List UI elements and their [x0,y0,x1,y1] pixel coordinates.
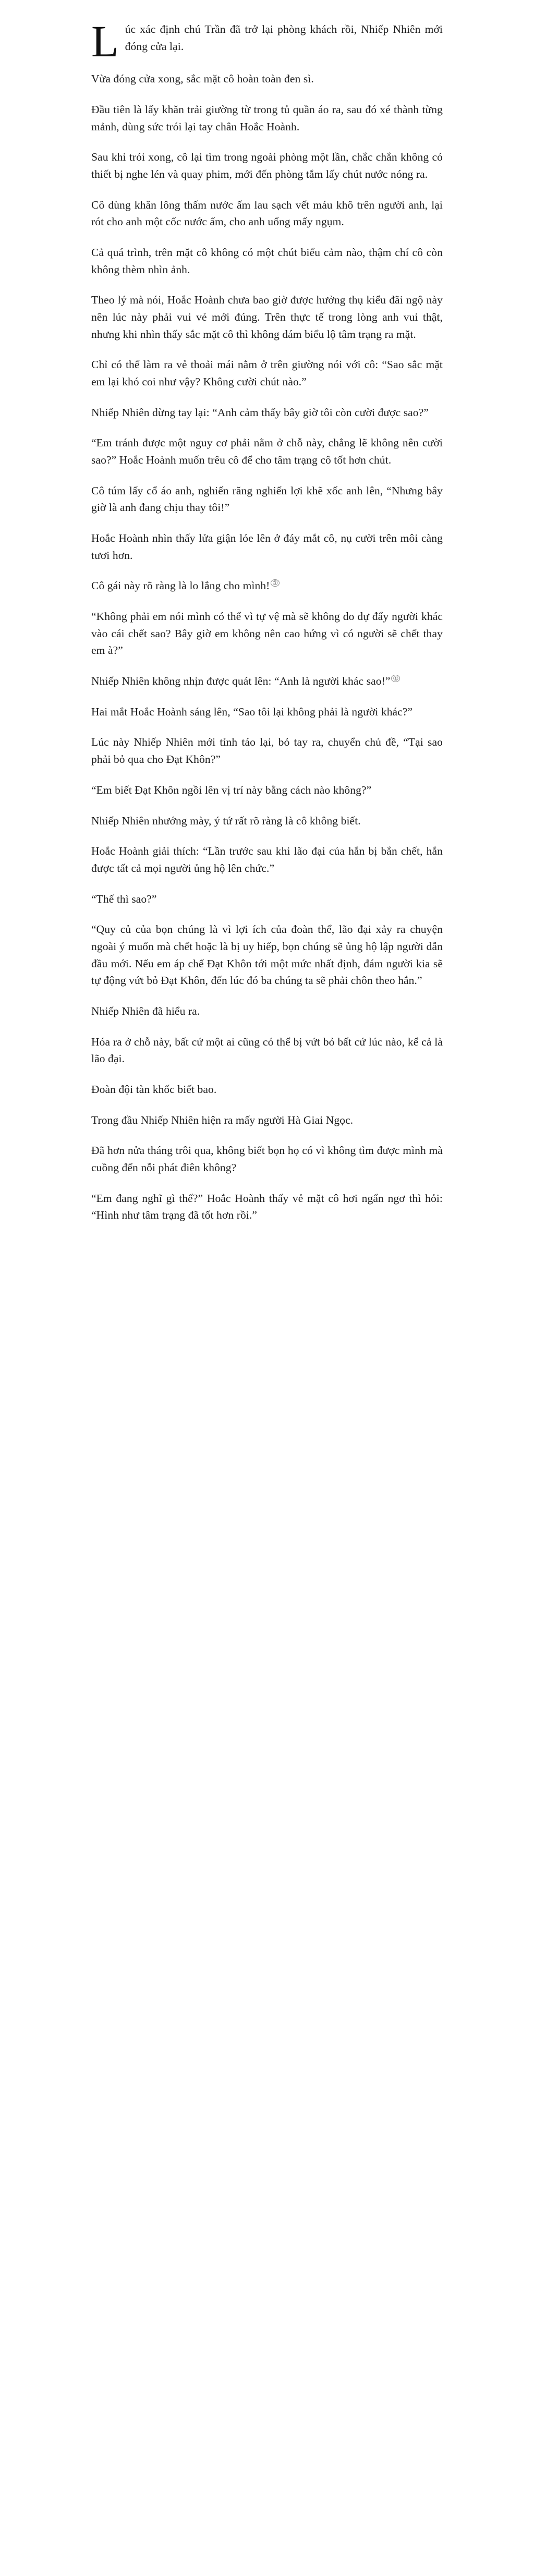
paragraph-text: Trong đầu Nhiếp Nhiên hiện ra mấy người Hà Giai Ngọc. [91,1113,354,1126]
paragraph [91,782,443,799]
paragraph-text: Sau khi trói xong, cô lại tìm trong ngoài phòng một lần, chắc chắn không có thiết bị nghe lén và quay phim, mới đến phòng tắm lấy chút nước nóng ra. [91,151,443,181]
paragraph [91,673,443,690]
paragraph [91,1003,443,1020]
paragraph-text: Theo lý mà nói, Hoắc Hoành chưa bao giờ được hưởng thụ kiểu đãi ngộ này nên lúc này phải vui vẻ mới đúng. Trên thực tế trong lòng anh vui thật, nhưng khi nhìn thấy sắc mặt cô thì không dám biểu lộ tâm trạng ra mặt. [91,294,443,341]
paragraph [91,530,443,564]
paragraph [91,197,443,230]
paragraph-text: Hoắc Hoành nhìn thấy lửa giận lóe lên ở đáy mắt cô, nụ cười trên môi càng tươi hơn. [91,532,443,562]
paragraph [91,149,443,183]
paragraph [91,891,443,908]
paragraph [91,1190,443,1224]
paragraph-text: Đã hơn nửa tháng trôi qua, không biết bọn họ có vì không tìm được mình mà cuồng đến nỗi phát điên không? [91,1144,443,1174]
paragraph [91,1112,443,1129]
paragraph [91,70,443,88]
paragraph-text: Nhiếp Nhiên nhướng mày, ý tứ rất rõ ràng là cô không biết. [91,814,361,827]
paragraph-text: Hóa ra ở chỗ này, bất cứ một ai cũng có thể bị vứt bỏ bất cứ lúc nào, kể cả là lão đại. [91,1035,443,1065]
paragraph-text: Lúc này Nhiếp Nhiên mới tỉnh táo lại, bỏ tay ra, chuyển chủ đề, “Tại sao phải bỏ qua cho Đạt Khôn?” [91,736,443,766]
paragraph-text: Nhiếp Nhiên dừng tay lại: “Anh cảm thấy bây giờ tôi còn cười được sao?” [91,406,429,419]
drop-cap: L [91,16,119,66]
paragraph [91,291,443,343]
paragraph-text: “Không phải em nói mình có thể vì tự vệ mà sẽ không do dự đẩy người khác vào cái chết sao? Bây giờ em không nên cao hứng vì có người sẽ chết thay em à?” [91,610,443,657]
paragraph [91,812,443,830]
paragraph [91,434,443,468]
paragraph [91,1081,443,1098]
paragraph [91,608,443,659]
paragraph-text: Hoắc Hoành giải thích: “Lần trước sau khi lão đại của hắn bị bắn chết, hắn được tất cả mọi người ủng hộ lên chức.” [91,845,443,874]
paragraph [91,921,443,989]
paragraph-text: Cô gái này rõ ràng là lo lắng cho mình! [91,579,270,592]
paragraph [91,16,443,66]
paragraph-text: Cô dùng khăn lông thấm nước ấm lau sạch vết máu khô trên người anh, lại rót cho anh một cốc nước ấm, cho anh uống mấy ngụm. [91,198,443,228]
paragraph-text: Vừa đóng cửa xong, sắc mặt cô hoàn toàn đen sì. [91,72,314,86]
paragraph-text: Đoàn đội tàn khốc biết bao. [91,1083,217,1096]
paragraph [91,101,443,135]
paragraph-text: Cả quá trình, trên mặt cô không có một chút biểu cảm nào, thậm chí cô còn không thèm nhìn ảnh. [91,246,443,276]
paragraph [91,703,443,721]
document-body [91,16,443,1224]
paragraph-text: Nhiếp Nhiên đã hiểu ra. [91,1004,200,1017]
paragraph-text: úc xác định chú Trần đã trở lại phòng khách rồi, Nhiếp Nhiên mới đóng cửa lại. [125,23,443,53]
paragraph-text: Hai mắt Hoắc Hoành sáng lên, “Sao tôi lại không phải là người khác?” [91,705,413,718]
paragraph-text: “Quy củ của bọn chúng là vì lợi ích của đoàn thể, lão đại xảy ra chuyện ngoài ý muốn mà chết hoặc là bị uy hiếp, bọn chúng sẽ ủng hộ lập người dẫn đầu mới. Nếu em áp chế Đạt Khôn tới một mức nhất định, đám người kia sẽ tự động vứt bỏ Đạt Khôn, đến lúc đó ba chúng ta sẽ phải chôn theo hắn.” [91,923,443,987]
paragraph [91,1142,443,1176]
footnote-marker[interactable]: ① [271,579,280,587]
paragraph-text: “Em tránh được một nguy cơ phải nằm ở chỗ này, chẳng lẽ không nên cười sao?” Hoắc Hoành muốn trêu cô để cho tâm trạng cô tốt hơn chút. [91,436,443,467]
paragraph-text: Cô túm lấy cổ áo anh, nghiến răng nghiến lợi khẽ xốc anh lên, “Nhưng bây giờ là anh đang chịu thay tôi!” [91,484,443,514]
paragraph [91,356,443,390]
paragraph [91,244,443,278]
paragraph-text: Nhiếp Nhiên không nhịn được quát lên: “Anh là người khác sao!” [91,675,391,688]
paragraph-text: Đầu tiên là lấy khăn trải giường từ trong tủ quần áo ra, sau đó xé thành từng mảnh, dùng sức trói lại tay chân Hoắc Hoành. [91,103,443,133]
paragraph [91,1034,443,1067]
paragraph [91,482,443,516]
paragraph [91,404,443,421]
paragraph [91,734,443,768]
paragraph-text: “Em đang nghĩ gì thế?” Hoắc Hoành thấy vẻ mặt cô hơi ngẩn ngơ thì hỏi: “Hình như tâm trạng đã tốt hơn rồi.” [91,1192,443,1222]
paragraph-text: “Thế thì sao?” [91,892,157,905]
paragraph-text: Chỉ có thể làm ra vẻ thoải mái nằm ở trên giường nói với cô: “Sao sắc mặt em lại khó coi như vậy? Không cười chút nào.” [91,358,443,388]
footnote-marker[interactable]: ① [391,675,400,682]
paragraph [91,843,443,877]
paragraph [91,577,443,594]
paragraph-text: “Em biết Đạt Khôn ngồi lên vị trí này bằng cách nào không?” [91,783,372,796]
